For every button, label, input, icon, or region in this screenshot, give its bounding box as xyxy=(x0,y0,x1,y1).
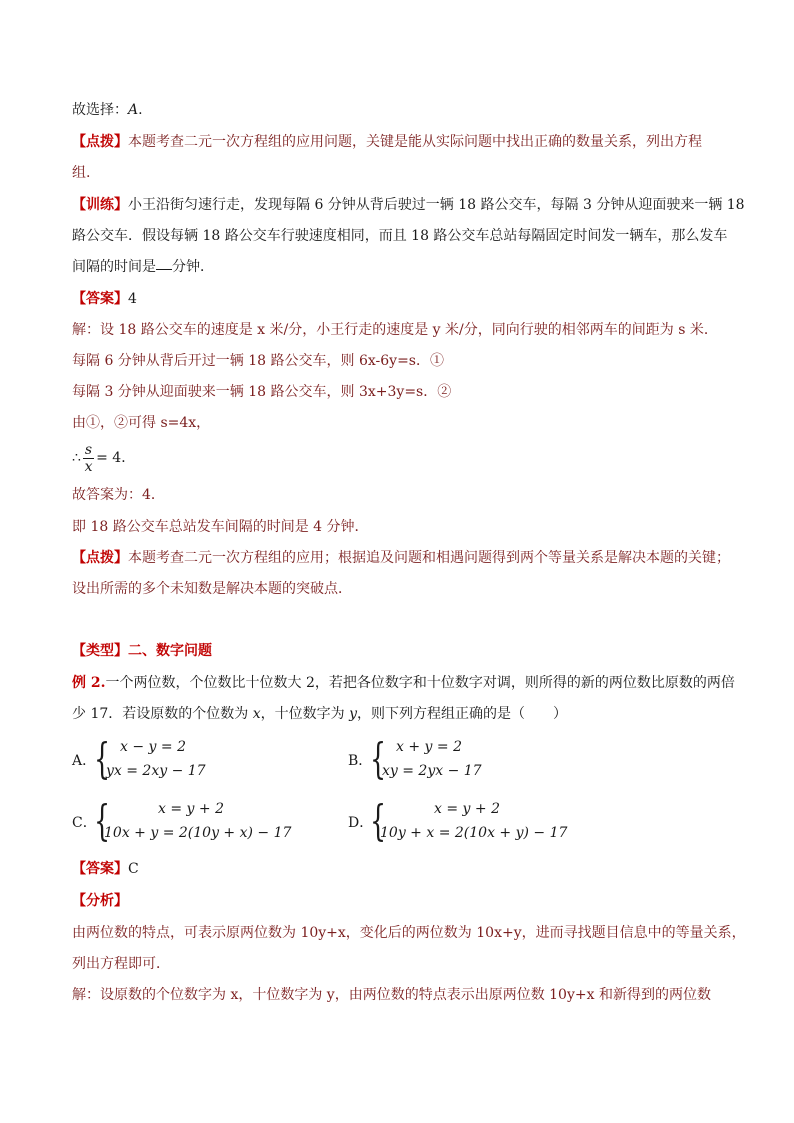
equation-2: 10x + y = 2(10y + x) − 17 xyxy=(104,825,292,841)
example-text: ，则下列方程组正确的是（ ） xyxy=(357,706,567,722)
solution-line xyxy=(72,321,718,339)
analysis-text: 列出方程即可． xyxy=(72,956,170,972)
solution-line xyxy=(72,518,369,536)
solution-line xyxy=(72,986,711,1004)
equation-1: x = y + 2 xyxy=(158,801,224,817)
fraction-denominator: x xyxy=(84,458,93,475)
option-label: C． xyxy=(72,815,97,831)
training-text: 小王沿街匀速行走，发现每隔 6 分钟从背后驶过一辆 18 路公交车，每隔 3 分钟从迎面驶来一辆 18 xyxy=(128,197,745,213)
option-a[interactable] xyxy=(72,734,332,784)
answer-tag: 【答案】 xyxy=(72,291,128,307)
solution-text: 故答案为：4． xyxy=(72,487,165,503)
option-label: D． xyxy=(348,815,374,831)
option-d[interactable] xyxy=(348,796,618,846)
option-label: B． xyxy=(348,753,373,769)
tip-tag: 【点拨】 xyxy=(72,550,128,566)
answer-line xyxy=(72,290,137,308)
equation-rhs: = 4 xyxy=(96,450,122,466)
answer-value: C xyxy=(128,861,139,877)
brace-symbol: { xyxy=(94,734,111,783)
answer-blank xyxy=(156,258,172,270)
equation-2: 10y + x = 2(10x + y) − 17 xyxy=(380,825,568,841)
solution-text: 每隔 3 分钟从迎面驶来一辆 18 路公交车，则 3x+3y=s． xyxy=(72,384,438,400)
text-span: ． xyxy=(121,450,136,466)
brace-symbol: { xyxy=(370,796,387,845)
tip-line-cont xyxy=(72,580,352,598)
training-tag: 【训练】 xyxy=(72,197,128,213)
training-line xyxy=(72,258,214,276)
option-c[interactable] xyxy=(72,796,342,846)
fraction-line xyxy=(72,441,135,475)
section-title: 【类型】二、数字问题 xyxy=(72,643,212,659)
equation-2: xy = 2yx − 17 xyxy=(382,763,482,779)
option-label: A． xyxy=(72,753,97,769)
tip-tag: 【点拨】 xyxy=(72,134,128,150)
equation-1: x + y = 2 xyxy=(396,739,462,755)
analysis-text-line xyxy=(72,924,746,942)
equation-1: x − y = 2 xyxy=(120,739,186,755)
equation-1: x = y + 2 xyxy=(434,801,500,817)
training-line xyxy=(72,196,745,214)
tip-line xyxy=(72,549,730,567)
tip-text: 组. xyxy=(72,165,91,181)
tip-text: 本题考查二元一次方程组的应用问题，关键是能从实际问题中找出正确的数量关系，列出方程 xyxy=(128,134,702,150)
analysis-tag: 【分析】 xyxy=(72,893,128,909)
solution-text: 解：设原数的个位数字为 x，十位数字为 y，由两位数的特点表示出原两位数 10y+x 和新得到的两位数 xyxy=(72,987,711,1003)
example-text: ，十位数字为 xyxy=(260,706,350,722)
therefore-symbol: ∴ xyxy=(72,450,81,466)
tip-text: 本题考查二元一次方程组的应用；根据追及问题和相遇问题得到两个等量关系是解决本题的关键； xyxy=(128,550,730,566)
tip-line-cont xyxy=(72,164,90,182)
solution-text: 即 18 路公交车总站发车间隔的时间是 4 分钟． xyxy=(72,519,369,535)
answer-letter: A xyxy=(128,102,139,118)
var-y: y xyxy=(349,706,357,722)
circled-number: ② xyxy=(437,384,452,400)
section-heading xyxy=(72,642,212,660)
training-text: 路公交车．假设每辆 18 路公交车行驶速度相同，而且 18 路公交车总站每隔固定时间发一辆车，那么发车 xyxy=(72,228,728,244)
circled-number: ① xyxy=(430,353,444,369)
option-b[interactable] xyxy=(348,734,608,784)
solution-line xyxy=(72,414,210,432)
tip-line xyxy=(72,133,702,151)
example-line xyxy=(72,674,735,692)
example-tag: 例 2. xyxy=(72,675,106,691)
answer-value: 4 xyxy=(128,291,137,307)
equation-2: yx = 2xy − 17 xyxy=(106,763,206,779)
example-text: 一个两位数，个位数比十位数大 2，若把各位数字和十位数字对调，则所得的新的两位数比原数的两倍 xyxy=(105,675,735,691)
fraction-numerator: s xyxy=(84,441,93,458)
training-text: 间隔的时间是 xyxy=(72,259,156,275)
example-line xyxy=(72,705,567,723)
brace-symbol: { xyxy=(370,734,387,783)
solution-line xyxy=(72,383,451,401)
analysis-line xyxy=(72,892,128,910)
answer-line xyxy=(72,860,139,878)
var-x: x xyxy=(252,706,261,722)
training-text: 分钟． xyxy=(172,259,214,275)
training-line xyxy=(72,227,727,245)
text-span: . xyxy=(138,102,143,118)
solution-text: 由①，②可得 s=4x， xyxy=(72,415,211,431)
text-line xyxy=(72,101,143,119)
solution-line xyxy=(72,486,165,504)
tip-text: 设出所需的多个未知数是解决本题的突破点． xyxy=(72,581,352,597)
solution-text: 每隔 6 分钟从背后开过一辆 18 路公交车，则 6x-6y=s． xyxy=(72,353,430,369)
text-span: 故选择： xyxy=(72,102,128,118)
solution-text: 解：设 18 路公交车的速度是 x 米/分，小王行走的速度是 y 米/分，同向行驶的相邻两车的间距为 s 米． xyxy=(72,322,718,338)
fraction xyxy=(83,442,94,475)
example-text: 少 17．若设原数的个位数为 xyxy=(72,706,253,722)
answer-tag: 【答案】 xyxy=(72,861,128,877)
solution-line xyxy=(72,352,444,370)
analysis-text: 由两位数的特点，可表示原两位数为 10y+x，变化后的两位数为 10x+y，进而寻找题目信息中的等量关系， xyxy=(72,925,746,941)
analysis-text-line xyxy=(72,955,170,973)
brace-symbol: { xyxy=(94,796,111,845)
